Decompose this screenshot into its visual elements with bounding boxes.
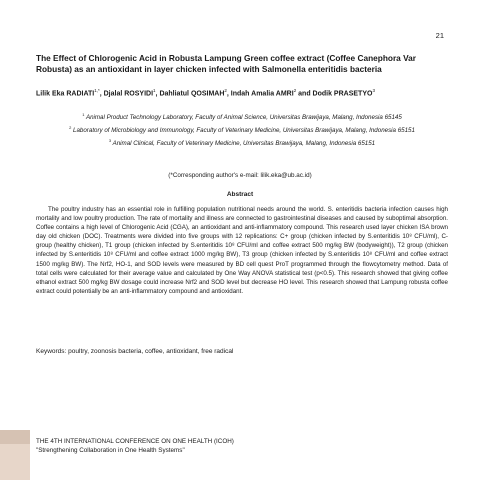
affiliation — [36, 136, 448, 148]
author-name: Dodik PRASETYO — [312, 90, 373, 98]
affiliation-text: Animal Product Technology Laboratory, Faculty of Animal Science, Universitas Brawijaya, Malang, Indonesia 65145 — [85, 114, 402, 122]
affiliation-marker: 2 — [69, 125, 72, 131]
keywords-label: Keywords: — [36, 348, 67, 355]
author-affiliation-marker: 3 — [372, 88, 375, 93]
author-name: Indah Amalia AMRI — [230, 90, 294, 98]
keywords — [36, 348, 448, 355]
author-affiliation-marker: 2 — [293, 88, 297, 93]
affiliation — [36, 123, 448, 135]
author-name: Lilik Eka RADIATI — [36, 90, 95, 98]
author-affiliation-marker: 1 — [153, 88, 156, 93]
decorative-side-bar — [0, 430, 30, 480]
author-name: Djalal ROSYIDI — [103, 90, 154, 98]
affiliation-list — [36, 110, 448, 149]
affiliation-text: Laboratory of Microbiology and Immunology, Faculty of Veterinary Medicine, Universitas Brawijaya, Malang, Indonesia 65151 — [73, 127, 415, 135]
affiliation-text: Animal Clinical, Faculty of Veterinary Medicine, Universitas Brawijaya, Malang, Indonesia 65151 — [112, 140, 376, 148]
author-list: Lilik Eka $RADIATI^{1,*}$, Djalal ROSYIDI$^1$, Dahliatul QOSIMAH$^2$, Indah Amalia AMRI$^2$ and Dodik PRASETYO$^3$ — [36, 88, 375, 98]
decorative-side-bar-accent — [0, 430, 30, 444]
author-affiliation-marker: 2 — [224, 88, 227, 93]
affiliation-marker: 3 — [108, 138, 112, 144]
author-name: Dahliatul QOSIMAH — [159, 90, 225, 98]
page-number: 21 — [435, 31, 444, 40]
affiliation — [36, 110, 448, 122]
paper-title: The Effect of Chlorogenic Acid in Robusta Lampung Green coffee extract (Coffee Canephora Var Robusta) as an antioxidant in layer chicken infected with Salmonella enteritidis bacteria — [36, 53, 417, 74]
abstract-heading: Abstract — [226, 191, 254, 198]
conference-name: THE 4TH INTERNATIONAL CONFERENCE ON ONE HEALTH (ICOH) — [36, 438, 234, 445]
abstract-body: The poultry industry has an essential role in fulfilling population nutritional needs around the world. S. enteritidis bacteria infection causes high mortality and low poultry production. The rate of mortality and illness are connected to gastrointestinal diseases and caused by suboptimal absorption. Coffee contains a high level of Chlorogenic Acid (CGA), an antioxidant and anti-inflammatory compound. This research used layer chicken ISA brown day old chicken (DOC). Treatments were divided into five groups with 12 replications: C+ group (chicken infected by S.enteritidis 10⁸ CFU/ml), C- group (healthy chicken), T1 group (chicken infected by S.enteritidis 10⁸ CFU/ml and coffee extract 500 mg/kg BW (bodyweight)), T2 group (chicken infected by S.enteritidis 10⁸ CFU/ml and coffee extract 1000 mg/kg BW), T3 group (chicken infected by S.enteritidis 10⁸ CFU/ml and coffee extract 1500 mg/kg BW). The Nrf2, HO-1, and SOD levels were measured by BD cell quest ProT programmed through the flowcytometry method. Data of total cells were calculated for their average value and calculated by One Way ANOVA statistical test (p<0.5). This research showed that giving coffee ethanol extract 500 mg/kg BW dosage could increase Nrf2 and SOD level but decrease HO level. This research showed that Lampung robusta coffee extract could potentially be an anti-inflammatory compound and antioxidant. — [36, 206, 448, 295]
affiliation-marker: 1 — [82, 112, 85, 117]
conference-theme: "Strengthening Collaboration in One Health Systems" — [36, 447, 185, 454]
author-affiliation-marker: 1,* — [94, 88, 100, 93]
keywords-text: poultry, zoonosis bacteria, coffee, antioxidant, free radical — [68, 348, 234, 355]
corresponding-author-email: (*Corresponding author's e-mail: lilik.eka@ub.ac.id) — [168, 172, 312, 179]
